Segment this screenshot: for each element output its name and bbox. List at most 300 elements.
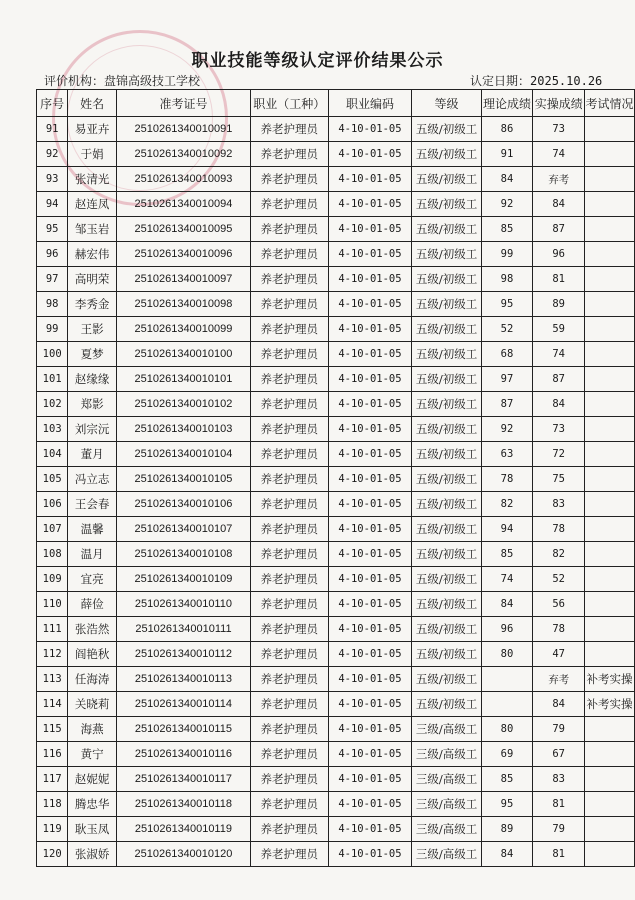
row-index: 117	[37, 767, 68, 792]
row-index: 106	[37, 492, 68, 517]
row-practical: 73	[533, 117, 585, 142]
row-practical: 75	[533, 467, 585, 492]
row-name: 于娟	[68, 142, 117, 167]
row-theory: 98	[481, 267, 533, 292]
row-occupation: 养老护理员	[251, 692, 329, 717]
row-level: 五级/初级工	[412, 492, 481, 517]
row-index: 111	[37, 617, 68, 642]
row-occupation: 养老护理员	[251, 392, 329, 417]
row-code: 4-10-01-05	[328, 192, 412, 217]
row-status	[585, 317, 635, 342]
date-label: 认定日期：	[470, 74, 531, 88]
row-code: 4-10-01-05	[328, 417, 412, 442]
row-theory: 84	[481, 842, 533, 867]
row-practical: 81	[533, 842, 585, 867]
row-index: 110	[37, 592, 68, 617]
row-status	[585, 217, 635, 242]
row-level: 五级/初级工	[412, 392, 481, 417]
row-level: 五级/初级工	[412, 317, 481, 342]
row-code: 4-10-01-05	[328, 167, 412, 192]
row-status	[585, 417, 635, 442]
row-practical: 73	[533, 417, 585, 442]
row-occupation: 养老护理员	[251, 342, 329, 367]
row-practical: 52	[533, 567, 585, 592]
row-status	[585, 717, 635, 742]
row-status	[585, 467, 635, 492]
table-row	[37, 167, 635, 192]
row-ticket: 2510261340010102	[116, 392, 250, 417]
table-row	[37, 292, 635, 317]
table-row	[37, 417, 635, 442]
row-level: 五级/初级工	[412, 167, 481, 192]
row-index: 109	[37, 567, 68, 592]
header-code: 职业编码	[328, 90, 412, 117]
row-theory	[481, 667, 533, 692]
row-name: 郑影	[68, 392, 117, 417]
row-practical: 78	[533, 617, 585, 642]
row-level: 五级/初级工	[412, 467, 481, 492]
row-level: 五级/初级工	[412, 142, 481, 167]
row-status: 补考实操	[585, 692, 635, 717]
row-code: 4-10-01-05	[328, 217, 412, 242]
row-theory: 95	[481, 792, 533, 817]
row-occupation: 养老护理员	[251, 242, 329, 267]
row-code: 4-10-01-05	[328, 692, 412, 717]
row-level: 五级/初级工	[412, 592, 481, 617]
row-practical: 87	[533, 367, 585, 392]
row-index: 107	[37, 517, 68, 542]
row-theory: 95	[481, 292, 533, 317]
row-code: 4-10-01-05	[328, 442, 412, 467]
row-index: 113	[37, 667, 68, 692]
row-practical: 84	[533, 692, 585, 717]
row-code: 4-10-01-05	[328, 792, 412, 817]
row-index: 118	[37, 792, 68, 817]
row-ticket: 2510261340010104	[116, 442, 250, 467]
row-theory: 78	[481, 467, 533, 492]
row-name: 赵妮妮	[68, 767, 117, 792]
row-practical: 78	[533, 517, 585, 542]
row-index: 92	[37, 142, 68, 167]
table-row	[37, 767, 635, 792]
row-theory: 89	[481, 817, 533, 842]
row-occupation: 养老护理员	[251, 442, 329, 467]
row-theory: 94	[481, 517, 533, 542]
row-level: 三级/高级工	[412, 767, 481, 792]
table-row	[37, 842, 635, 867]
row-index: 108	[37, 542, 68, 567]
row-practical: 47	[533, 642, 585, 667]
row-level: 五级/初级工	[412, 242, 481, 267]
row-index: 104	[37, 442, 68, 467]
row-ticket: 2510261340010091	[116, 117, 250, 142]
row-name: 耿玉凤	[68, 817, 117, 842]
row-status	[585, 442, 635, 467]
row-name: 邹玉岩	[68, 217, 117, 242]
row-practical: 59	[533, 317, 585, 342]
row-index: 119	[37, 817, 68, 842]
row-ticket: 2510261340010110	[116, 592, 250, 617]
row-level: 三级/高级工	[412, 817, 481, 842]
row-practical: 79	[533, 717, 585, 742]
row-name: 阎艳秋	[68, 642, 117, 667]
row-practical: 弃考	[533, 167, 585, 192]
row-practical: 81	[533, 267, 585, 292]
row-theory: 68	[481, 342, 533, 367]
row-level: 三级/高级工	[412, 792, 481, 817]
header-theory: 理论成绩	[481, 90, 533, 117]
row-occupation: 养老护理员	[251, 492, 329, 517]
row-name: 冯立志	[68, 467, 117, 492]
table-row	[37, 742, 635, 767]
row-status	[585, 617, 635, 642]
row-practical: 72	[533, 442, 585, 467]
header-name: 姓名	[68, 90, 117, 117]
row-ticket: 2510261340010115	[116, 717, 250, 742]
row-ticket: 2510261340010101	[116, 367, 250, 392]
row-theory: 92	[481, 192, 533, 217]
row-index: 116	[37, 742, 68, 767]
results-table	[36, 89, 635, 867]
row-index: 100	[37, 342, 68, 367]
row-name: 高明荣	[68, 267, 117, 292]
row-practical: 74	[533, 142, 585, 167]
row-level: 五级/初级工	[412, 117, 481, 142]
row-practical: 84	[533, 392, 585, 417]
row-level: 五级/初级工	[412, 617, 481, 642]
header-status: 考试情况	[585, 90, 635, 117]
row-level: 三级/高级工	[412, 842, 481, 867]
row-ticket: 2510261340010118	[116, 792, 250, 817]
row-theory: 87	[481, 392, 533, 417]
row-index: 98	[37, 292, 68, 317]
row-ticket: 2510261340010114	[116, 692, 250, 717]
row-occupation: 养老护理员	[251, 792, 329, 817]
row-status	[585, 642, 635, 667]
row-code: 4-10-01-05	[328, 242, 412, 267]
row-name: 李秀金	[68, 292, 117, 317]
row-index: 94	[37, 192, 68, 217]
row-occupation: 养老护理员	[251, 642, 329, 667]
row-ticket: 2510261340010100	[116, 342, 250, 367]
row-occupation: 养老护理员	[251, 817, 329, 842]
row-theory: 80	[481, 717, 533, 742]
row-code: 4-10-01-05	[328, 342, 412, 367]
row-occupation: 养老护理员	[251, 292, 329, 317]
row-level: 五级/初级工	[412, 417, 481, 442]
row-status	[585, 542, 635, 567]
row-level: 五级/初级工	[412, 517, 481, 542]
row-occupation: 养老护理员	[251, 217, 329, 242]
row-code: 4-10-01-05	[328, 567, 412, 592]
row-index: 102	[37, 392, 68, 417]
row-code: 4-10-01-05	[328, 617, 412, 642]
row-status	[585, 242, 635, 267]
row-ticket: 2510261340010108	[116, 542, 250, 567]
row-theory: 84	[481, 592, 533, 617]
row-code: 4-10-01-05	[328, 742, 412, 767]
table-row	[37, 467, 635, 492]
row-status	[585, 192, 635, 217]
org-label: 评价机构：	[44, 74, 105, 88]
row-ticket: 2510261340010099	[116, 317, 250, 342]
row-theory: 91	[481, 142, 533, 167]
row-status	[585, 292, 635, 317]
table-row	[37, 617, 635, 642]
row-occupation: 养老护理员	[251, 467, 329, 492]
table-row	[37, 217, 635, 242]
row-practical: 84	[533, 192, 585, 217]
table-row	[37, 392, 635, 417]
row-practical: 81	[533, 792, 585, 817]
org-name: 盘锦高级技工学校	[104, 74, 201, 88]
row-ticket: 2510261340010095	[116, 217, 250, 242]
row-theory: 82	[481, 492, 533, 517]
table-row	[37, 342, 635, 367]
evaluation-date	[470, 72, 602, 89]
document-title: 职业技能等级认定评价结果公示	[191, 51, 444, 71]
row-index: 114	[37, 692, 68, 717]
row-ticket: 2510261340010096	[116, 242, 250, 267]
row-name: 张浩然	[68, 617, 117, 642]
row-occupation: 养老护理员	[251, 142, 329, 167]
row-name: 温馨	[68, 517, 117, 542]
row-ticket: 2510261340010116	[116, 742, 250, 767]
header-ticket: 准考证号	[116, 90, 250, 117]
row-name: 张淑娇	[68, 842, 117, 867]
row-name: 王影	[68, 317, 117, 342]
row-level: 五级/初级工	[412, 192, 481, 217]
row-ticket: 2510261340010092	[116, 142, 250, 167]
row-name: 董月	[68, 442, 117, 467]
row-ticket: 2510261340010105	[116, 467, 250, 492]
table-row	[37, 567, 635, 592]
row-theory: 96	[481, 617, 533, 642]
row-ticket: 2510261340010112	[116, 642, 250, 667]
row-name: 夏梦	[68, 342, 117, 367]
row-theory: 97	[481, 367, 533, 392]
table-row	[37, 267, 635, 292]
row-name: 赵缘缘	[68, 367, 117, 392]
table-row	[37, 117, 635, 142]
row-occupation: 养老护理员	[251, 417, 329, 442]
row-code: 4-10-01-05	[328, 117, 412, 142]
row-code: 4-10-01-05	[328, 267, 412, 292]
row-practical: 89	[533, 292, 585, 317]
table-row	[37, 367, 635, 392]
row-code: 4-10-01-05	[328, 142, 412, 167]
row-level: 五级/初级工	[412, 567, 481, 592]
row-level: 五级/初级工	[412, 342, 481, 367]
row-status	[585, 767, 635, 792]
row-status	[585, 792, 635, 817]
row-status	[585, 742, 635, 767]
table-row	[37, 142, 635, 167]
row-occupation: 养老护理员	[251, 317, 329, 342]
table-row	[37, 442, 635, 467]
row-name: 温月	[68, 542, 117, 567]
row-occupation: 养老护理员	[251, 517, 329, 542]
row-theory: 85	[481, 217, 533, 242]
row-theory: 92	[481, 417, 533, 442]
row-occupation: 养老护理员	[251, 667, 329, 692]
row-practical: 74	[533, 342, 585, 367]
row-occupation: 养老护理员	[251, 167, 329, 192]
row-practical: 弃考	[533, 667, 585, 692]
row-status	[585, 817, 635, 842]
row-level: 五级/初级工	[412, 367, 481, 392]
row-status	[585, 517, 635, 542]
row-occupation: 养老护理员	[251, 767, 329, 792]
row-name: 关晓莉	[68, 692, 117, 717]
row-practical: 96	[533, 242, 585, 267]
row-code: 4-10-01-05	[328, 817, 412, 842]
row-theory: 74	[481, 567, 533, 592]
row-ticket: 2510261340010093	[116, 167, 250, 192]
row-level: 三级/高级工	[412, 717, 481, 742]
row-code: 4-10-01-05	[328, 367, 412, 392]
row-theory: 85	[481, 542, 533, 567]
row-occupation: 养老护理员	[251, 367, 329, 392]
row-theory: 80	[481, 642, 533, 667]
row-index: 112	[37, 642, 68, 667]
row-ticket: 2510261340010098	[116, 292, 250, 317]
table-row	[37, 592, 635, 617]
header-practical: 实操成绩	[533, 90, 585, 117]
table-row	[37, 667, 635, 692]
row-practical: 83	[533, 492, 585, 517]
row-index: 91	[37, 117, 68, 142]
row-ticket: 2510261340010103	[116, 417, 250, 442]
row-occupation: 养老护理员	[251, 717, 329, 742]
row-code: 4-10-01-05	[328, 767, 412, 792]
row-status	[585, 567, 635, 592]
header-level: 等级	[412, 90, 481, 117]
row-index: 99	[37, 317, 68, 342]
row-name: 张清光	[68, 167, 117, 192]
row-level: 五级/初级工	[412, 267, 481, 292]
row-name: 任海涛	[68, 667, 117, 692]
row-level: 三级/高级工	[412, 742, 481, 767]
row-name: 宜亮	[68, 567, 117, 592]
row-practical: 82	[533, 542, 585, 567]
table-row	[37, 642, 635, 667]
row-index: 120	[37, 842, 68, 867]
row-level: 五级/初级工	[412, 442, 481, 467]
row-status	[585, 367, 635, 392]
row-code: 4-10-01-05	[328, 517, 412, 542]
row-ticket: 2510261340010120	[116, 842, 250, 867]
row-name: 易亚卉	[68, 117, 117, 142]
row-occupation: 养老护理员	[251, 117, 329, 142]
row-index: 115	[37, 717, 68, 742]
row-status	[585, 167, 635, 192]
table-row	[37, 692, 635, 717]
row-ticket: 2510261340010119	[116, 817, 250, 842]
row-ticket: 2510261340010094	[116, 192, 250, 217]
row-level: 五级/初级工	[412, 642, 481, 667]
row-status	[585, 267, 635, 292]
row-code: 4-10-01-05	[328, 842, 412, 867]
row-level: 五级/初级工	[412, 692, 481, 717]
table-header-row	[37, 90, 635, 117]
row-code: 4-10-01-05	[328, 292, 412, 317]
row-practical: 87	[533, 217, 585, 242]
row-status	[585, 842, 635, 867]
row-code: 4-10-01-05	[328, 667, 412, 692]
row-name: 腾忠华	[68, 792, 117, 817]
row-status	[585, 117, 635, 142]
row-code: 4-10-01-05	[328, 317, 412, 342]
row-code: 4-10-01-05	[328, 717, 412, 742]
row-code: 4-10-01-05	[328, 542, 412, 567]
row-code: 4-10-01-05	[328, 592, 412, 617]
row-theory: 63	[481, 442, 533, 467]
row-theory	[481, 692, 533, 717]
row-status	[585, 492, 635, 517]
header-index: 序号	[37, 90, 68, 117]
table-row	[37, 792, 635, 817]
row-status: 补考实操	[585, 667, 635, 692]
table-row	[37, 817, 635, 842]
row-level: 五级/初级工	[412, 542, 481, 567]
row-ticket: 2510261340010109	[116, 567, 250, 592]
row-ticket: 2510261340010097	[116, 267, 250, 292]
row-occupation: 养老护理员	[251, 742, 329, 767]
row-name: 刘宗沅	[68, 417, 117, 442]
row-name: 黄宁	[68, 742, 117, 767]
table-row	[37, 317, 635, 342]
header-occupation: 职业（工种）	[251, 90, 329, 117]
row-index: 101	[37, 367, 68, 392]
row-practical: 67	[533, 742, 585, 767]
row-index: 105	[37, 467, 68, 492]
table-row	[37, 492, 635, 517]
row-name: 赵连凤	[68, 192, 117, 217]
row-index: 93	[37, 167, 68, 192]
row-code: 4-10-01-05	[328, 492, 412, 517]
row-index: 103	[37, 417, 68, 442]
row-occupation: 养老护理员	[251, 617, 329, 642]
row-practical: 79	[533, 817, 585, 842]
row-ticket: 2510261340010106	[116, 492, 250, 517]
row-code: 4-10-01-05	[328, 642, 412, 667]
row-occupation: 养老护理员	[251, 592, 329, 617]
table-row	[37, 242, 635, 267]
row-name: 海燕	[68, 717, 117, 742]
row-practical: 56	[533, 592, 585, 617]
row-index: 97	[37, 267, 68, 292]
row-occupation: 养老护理员	[251, 567, 329, 592]
row-ticket: 2510261340010107	[116, 517, 250, 542]
row-practical: 83	[533, 767, 585, 792]
row-status	[585, 342, 635, 367]
row-theory: 86	[481, 117, 533, 142]
row-theory: 52	[481, 317, 533, 342]
row-level: 五级/初级工	[412, 292, 481, 317]
row-occupation: 养老护理员	[251, 542, 329, 567]
row-level: 五级/初级工	[412, 217, 481, 242]
row-index: 96	[37, 242, 68, 267]
table-row	[37, 192, 635, 217]
table-row	[37, 717, 635, 742]
table-row	[37, 542, 635, 567]
row-index: 95	[37, 217, 68, 242]
row-name: 薛俭	[68, 592, 117, 617]
row-name: 赫宏伟	[68, 242, 117, 267]
row-code: 4-10-01-05	[328, 467, 412, 492]
row-theory: 85	[481, 767, 533, 792]
